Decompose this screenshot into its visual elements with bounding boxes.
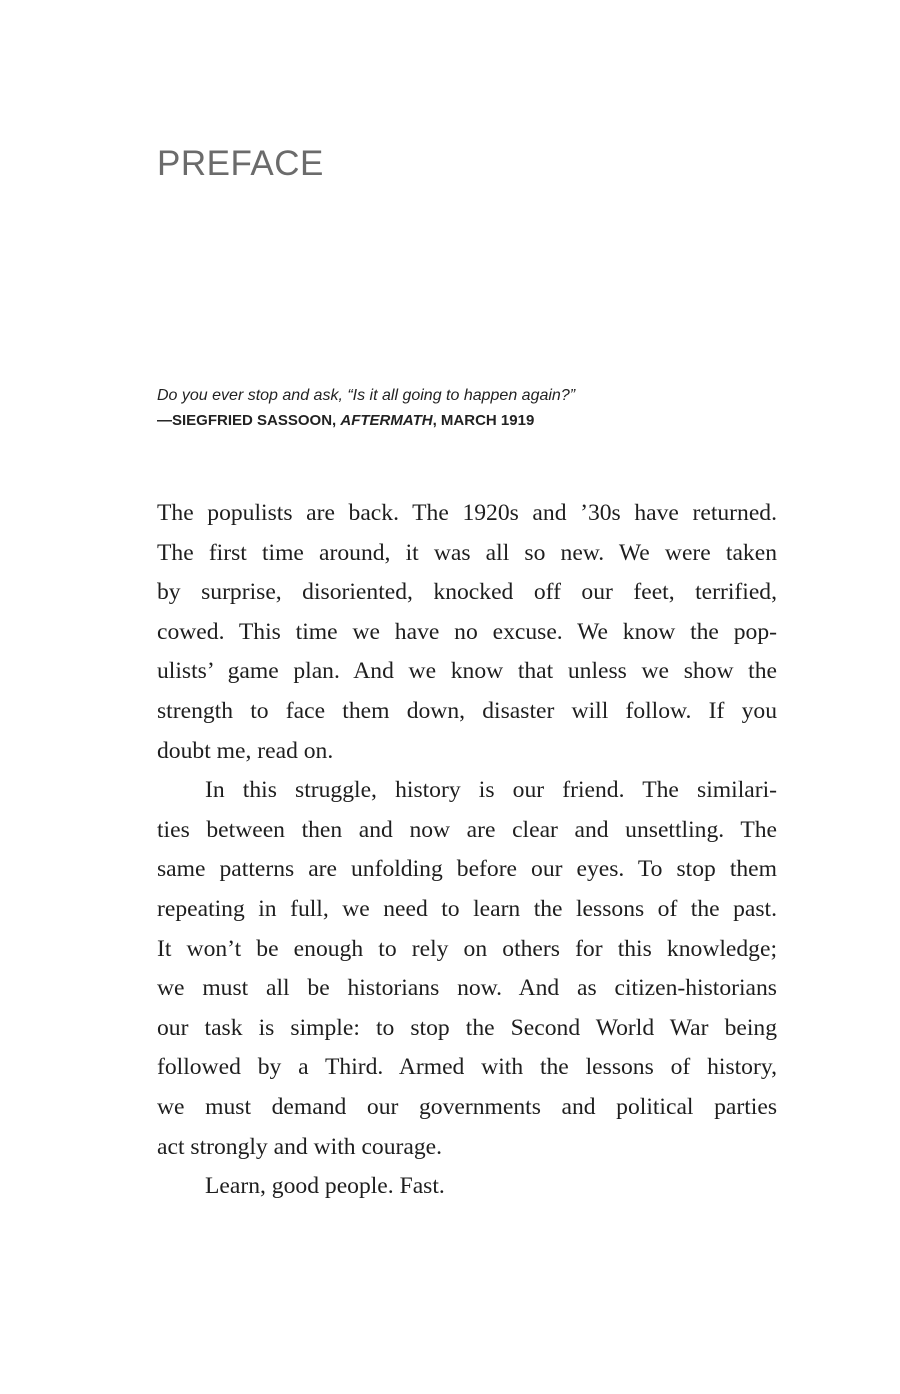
epigraph-attribution [157,408,777,433]
body-text [157,494,777,1207]
text-line: act strongly and with courage. [157,1133,443,1160]
epigraph [157,383,777,433]
paragraph-1 [157,494,777,771]
text-line: ulists’ game plan. And we know that unless we show the [157,658,777,685]
attribution-author: —SIEGFRIED SASSOON, [157,412,341,429]
text-line: repeating in full, we need to learn the lessons of the past. [157,895,777,922]
text-line: we must all be historians now. And as citizen-historians [157,975,777,1002]
text-line: In this struggle, history is our friend. The similari- [205,777,777,804]
attribution-work-title: AFTERMATH [340,412,433,429]
text-line: The populists are back. The 1920s and ’30s have returned. [157,500,777,526]
text-line: The first time around, it was all so new. We were taken [157,539,777,566]
text-line: It won’t be enough to rely on others for this knowledge; [157,935,777,962]
paragraph-2 [157,771,777,1167]
paragraph-3 [157,1167,777,1207]
text-line: we must demand our governments and political parties [157,1093,777,1120]
text-line: same patterns are unfolding before our eyes. To stop them [157,856,777,883]
epigraph-quote: Do you ever stop and ask, “Is it all going to happen again?” [157,387,576,404]
text-line: strength to face them down, disaster will follow. If you [157,697,777,724]
chapter-title: PREFACE [157,144,324,183]
attribution-date: , MARCH 1919 [432,412,535,429]
text-line: cowed. This time we have no excuse. We know the pop- [157,618,777,645]
text-line: Learn, good people. Fast. [205,1173,445,1200]
text-line: doubt me, read on. [157,737,334,764]
text-line: by surprise, disoriented, knocked off our feet, terrified, [157,579,777,606]
text-line: ties between then and now are clear and unsettling. The [157,816,777,843]
text-line: our task is simple: to stop the Second World War being [157,1014,777,1041]
text-line: followed by a Third. Armed with the lessons of history, [157,1054,777,1081]
